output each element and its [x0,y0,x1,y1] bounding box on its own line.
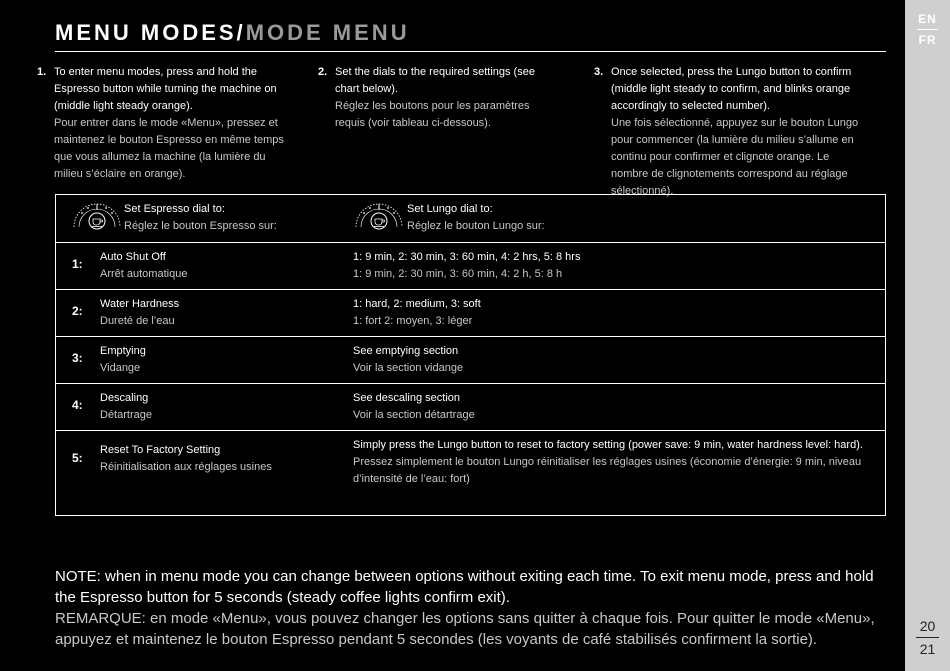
table-row [56,289,885,336]
row-value [353,437,873,488]
lungo-dial-header-fr: Réglez le bouton Lungo sur: [407,220,545,232]
step-number: 2. [318,66,328,78]
step-number: 3. [594,66,604,78]
row-value [353,343,873,377]
row-value-fr: Voir la section vidange [353,362,464,374]
page-number-left: 20 [919,618,936,634]
table-header-row [56,195,885,242]
exit-note-en: NOTE: when in menu mode you can change between options without exiting each time. To exit menu mode, press and hold the Espresso button for 5 seconds (steady coffee lights confirm exit). [55,568,874,606]
step-number: 1. [37,66,47,78]
row-value [353,249,873,283]
row-number: 2: [72,304,83,318]
espresso-dial-header-fr: Réglez le bouton Espresso sur: [124,220,277,232]
row-value-en: 1: hard, 2: medium, 3: soft [353,298,481,310]
row-label-en: Descaling [100,392,149,404]
step-text-en: To enter menu modes, press and hold the Espresso button while turning the machine on (middle light steady orange). [54,66,277,112]
table-row [56,430,885,516]
row-label-en: Water Hardness [100,298,180,310]
row-label [100,442,272,476]
row-label-fr: Dureté de l’eau [100,315,175,327]
step-text-en: Once selected, press the Lungo button to confirm (middle light steady to confirm, and blinks orange accordingly to selected number). [611,66,852,112]
lang-fr-label: FR [918,33,937,47]
table-row [56,383,885,430]
lungo-dial-header-en: Set Lungo dial to: [407,203,493,215]
step-text-fr: Réglez les boutons pour les paramètres requis (voir tableau ci-dessous). [335,100,530,129]
row-number: 4: [72,398,83,412]
row-value-fr: 1: 9 min, 2: 30 min, 3: 60 min, 4: 2 h, 5: 8 h [353,268,563,280]
row-number: 1: [72,257,83,271]
lang-divider [917,29,938,30]
row-value-en: 1: 9 min, 2: 30 min, 3: 60 min, 4: 2 hrs, 5: 8 hrs [353,251,581,263]
row-value [353,296,873,330]
row-label-fr: Détartrage [100,409,152,421]
row-number: 3: [72,351,83,365]
row-value [353,390,873,424]
step-text-fr: Pour entrer dans le mode «Menu», pressez et maintenez le bouton Espresso en même temps que vous allumez la machine (la lumière du milieu s’éclaire en orange). [54,117,284,180]
row-label [100,296,179,330]
row-label-fr: Vidange [100,362,141,374]
lang-en-label: EN [918,12,937,26]
lungo-dial-icon [352,201,406,231]
page-title-fr: MODE MENU [245,20,410,45]
row-label [100,390,152,424]
step-text-fr: Une fois sélectionné, appuyez sur le bouton Lungo pour commencer (la lumière du milieu s’allume en continu pour confirmer et clignote orange. Le nombre de clignotements correspond au réglage sélectionné). [611,117,859,197]
side-tab [905,0,950,671]
page-title-en: MENU MODES/ [55,20,246,45]
row-label [100,249,187,283]
title-rule [55,51,886,52]
row-value-en: See emptying section [353,345,459,357]
row-label-en: Auto Shut Off [100,251,166,263]
row-value-fr: 1: fort 2: moyen, 3: léger [353,315,473,327]
row-number: 5: [72,451,83,465]
settings-table [55,194,886,516]
row-value-fr: Pressez simplement le bouton Lungo réinitialiser les réglages usines (économie d’énergie: 9 min, niveau d’intensité de l’eau: fort) [353,456,862,485]
row-label-en: Emptying [100,345,146,357]
page-number-divider [916,637,939,638]
table-row [56,242,885,289]
espresso-dial-header [124,201,277,235]
row-value-fr: Voir la section détartrage [353,409,475,421]
lungo-dial-header [407,201,545,235]
row-label-fr: Arrêt automatique [100,268,188,280]
espresso-dial-header-en: Set Espresso dial to: [124,203,225,215]
exit-note [55,566,885,650]
row-label-fr: Réinitialisation aux réglages usines [100,461,272,473]
table-row [56,336,885,383]
page-title [55,20,410,46]
row-value-en: See descaling section [353,392,461,404]
row-label-en: Reset To Factory Setting [100,444,221,456]
page-number-right: 21 [919,641,936,657]
espresso-dial-icon [70,201,124,231]
step-text-en: Set the dials to the required settings (see chart below). [335,66,535,95]
exit-note-fr: REMARQUE: en mode «Menu», vous pouvez changer les options sans quitter à chaque fois. Pour quitter le mode «Menu», appuyez et maintenez le bouton Espresso pendant 5 secondes (les voyants de café stabilisés confirment la sortie). [55,610,875,648]
row-value-en: Simply press the Lungo button to reset to factory setting (power save: 9 min, water hardness level: hard). [353,439,863,451]
row-label [100,343,146,377]
